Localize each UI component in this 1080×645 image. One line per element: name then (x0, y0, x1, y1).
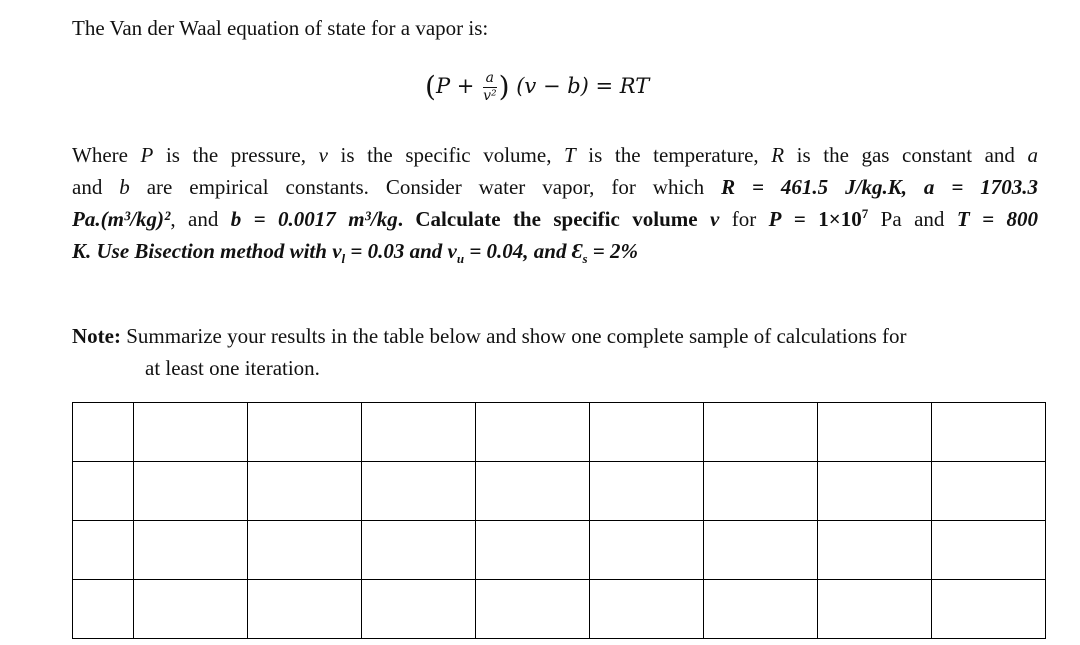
results-table (72, 402, 1046, 639)
table-cell (818, 521, 932, 580)
table-cell (932, 521, 1046, 580)
table-cell (476, 403, 590, 462)
eq-denominator: v² (483, 88, 497, 104)
table-cell (818, 403, 932, 462)
table-cell (362, 462, 476, 521)
paragraph-line-2: and b are empirical constants. Consider water vapor, for which R = 461.5 J/kg.K, a = 1703.3 (72, 175, 1038, 199)
table-cell (590, 580, 704, 639)
table-cell (362, 521, 476, 580)
eq-rest: (v − b) = RT (516, 74, 650, 98)
table-cell (476, 462, 590, 521)
table-cell (248, 580, 362, 639)
table-cell (73, 462, 134, 521)
table-cell (932, 580, 1046, 639)
table-cell (248, 403, 362, 462)
table-cell (73, 521, 134, 580)
intro-text: The Van der Waal equation of state for a vapor is: (72, 16, 489, 40)
van-der-waals-equation: (P + $\frac{a}{\text{v²}}$ ) (v − b) = RT (425, 70, 650, 104)
table-cell (362, 580, 476, 639)
note-line-1 (72, 323, 907, 349)
table-row (73, 403, 1046, 462)
table-cell (932, 462, 1046, 521)
eq-plus: + (456, 74, 475, 98)
table-cell (476, 521, 590, 580)
table-cell (248, 462, 362, 521)
table-cell (590, 521, 704, 580)
table-cell (73, 580, 134, 639)
table-cell (704, 580, 818, 639)
paragraph-line-3: Pa.(m³/kg)², and b = 0.0017 m³/kg. Calculate the specific volume v for $P = 1\times 10^7$ Pa and T = 800 (72, 206, 1038, 231)
table-cell (248, 521, 362, 580)
table-cell (704, 521, 818, 580)
note-label: Note: (72, 324, 121, 348)
table-cell (818, 462, 932, 521)
eq-p: P (435, 74, 451, 98)
note-line-2: at least one iteration. (145, 356, 320, 380)
table-cell (590, 403, 704, 462)
table-cell (73, 403, 134, 462)
paragraph-line-1: Where P is the pressure, v is the specific volume, T is the temperature, R is the gas constant and a (72, 143, 1039, 167)
table-cell (134, 462, 248, 521)
table-cell (590, 462, 704, 521)
table-cell (704, 462, 818, 521)
paragraph-line-4: K. Use Bisection method with $v_l = 0.03$ and $v_u = 0.04$, and $Ɛ_s = 2\%$ (72, 239, 638, 267)
table-row (73, 462, 1046, 521)
table-cell (818, 580, 932, 639)
table-cell (134, 580, 248, 639)
eq-fraction (483, 71, 497, 104)
table-cell (134, 521, 248, 580)
table-row (73, 521, 1046, 580)
table-cell (932, 403, 1046, 462)
table-cell (476, 580, 590, 639)
note-text: Summarize your results in the table below and show one complete sample of calculations for (120, 324, 907, 348)
table-row (73, 580, 1046, 639)
table-cell (134, 403, 248, 462)
table-cell (362, 403, 476, 462)
table-cell (704, 403, 818, 462)
eq-numerator: a (485, 70, 494, 86)
